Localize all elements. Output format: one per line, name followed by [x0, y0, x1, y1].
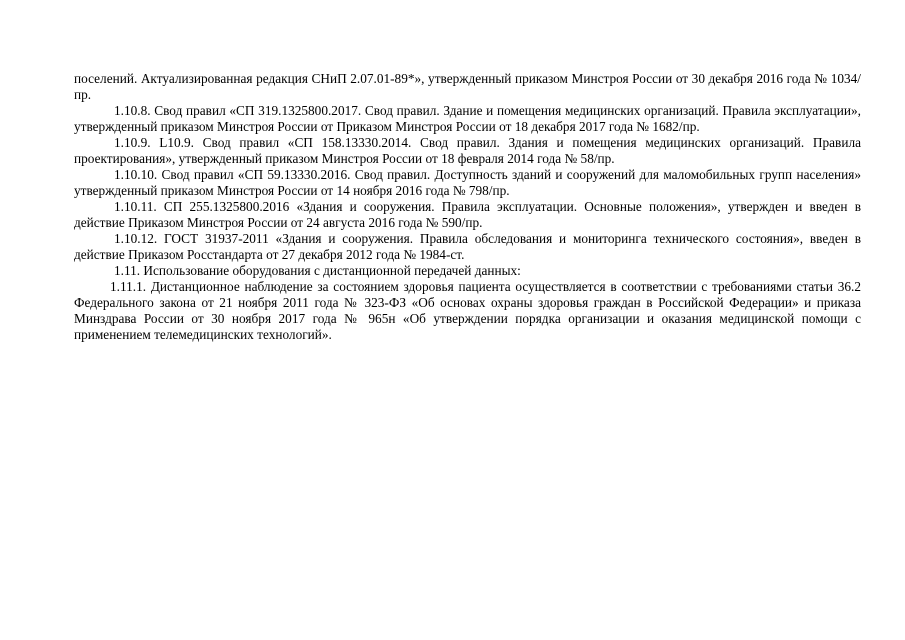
- document-page: [74, 71, 861, 343]
- paragraph-1-10-11: 1.10.11. СП 255.1325800.2016 «Здания и сооружения. Правила эксплуатации. Основные положения», утвержден и введен в действие Приказом Минстроя России от 24 августа 2016 года № 590/пр.: [74, 199, 861, 230]
- paragraph-1-11-1: 1.11.1. Дистанционное наблюдение за состоянием здоровья пациента осуществляется в соответствии с требованиями статьи 36.2 Федерального закона от 21 ноября 2011 года № 323-ФЗ «Об основах охраны здоровья граждан в Российской Федерации» и приказа Минздрава России от 30 ноября 2017 года № 965н «Об утверждении порядка организации и оказания медицинской помощи с применением телемедицинских технологий».: [74, 279, 861, 342]
- paragraph-1-10-12: 1.10.12. ГОСТ 31937-2011 «Здания и сооружения. Правила обследования и мониторинга технического состояния», введен в действие Приказом Росстандарта от 27 декабря 2012 года № 1984-ст.: [74, 231, 861, 262]
- paragraph-1-10-9: 1.10.9. L10.9. Свод правил «СП 158.13330.2014. Свод правил. Здания и помещения медицинских организаций. Правила проектирования», утвержденный приказом Минстроя России от 18 февраля 2014 года № 58/пр.: [74, 135, 861, 166]
- paragraph-continuation: поселений. Актуализированная редакция СНиП 2.07.01-89*», утвержденный приказом Минстроя России от 30 декабря 2016 года № 1034/пр.: [74, 71, 861, 102]
- paragraph-1-11: 1.11. Использование оборудования с дистанционной передачей данных:: [114, 263, 521, 278]
- paragraph-1-10-10: 1.10.10. Свод правил «СП 59.13330.2016. Свод правил. Доступность зданий и сооружений для маломобильных групп населения» утвержденный приказом Минстроя России от 14 ноября 2016 года № 798/пр.: [74, 167, 861, 198]
- paragraph-1-10-8: 1.10.8. Свод правил «СП 319.1325800.2017. Свод правил. Здание и помещения медицинских организаций. Правила эксплуатации», утвержденный приказом Минстроя России от Приказом Минстроя России от 18 декабря 2017 года № 1682/пр.: [74, 103, 861, 134]
